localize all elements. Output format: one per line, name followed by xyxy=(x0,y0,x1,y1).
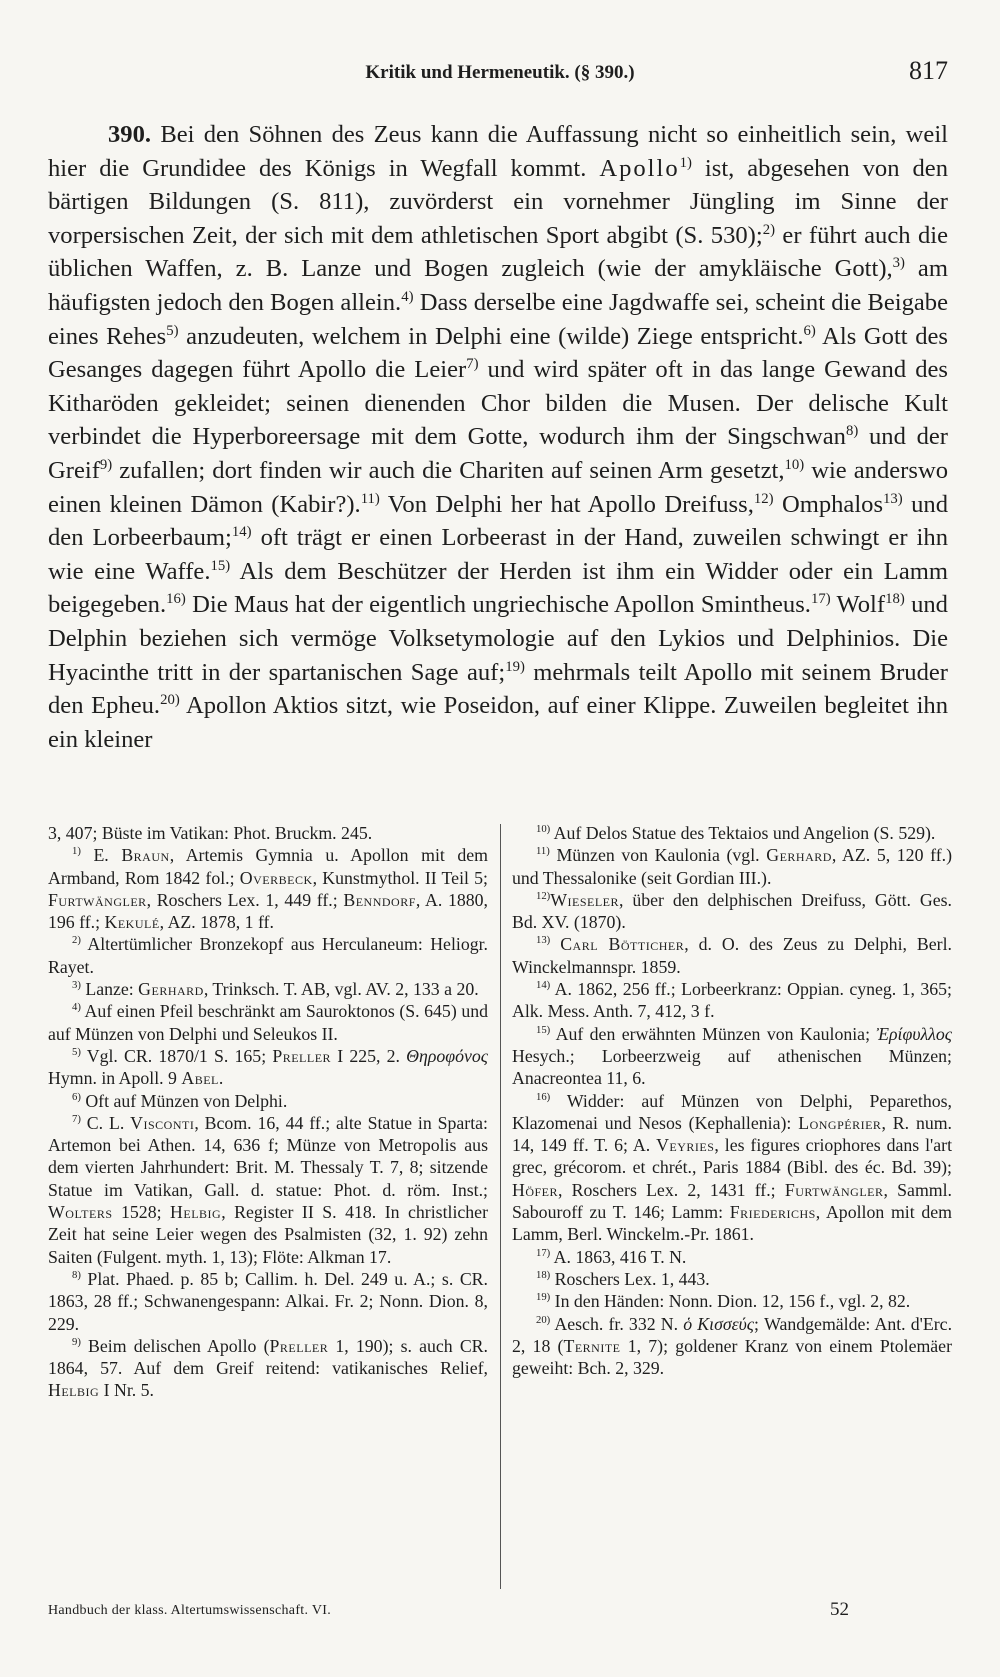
text-run: zufallen; dort finden wir auch die Chariten auf seinen Arm gesetzt, xyxy=(112,456,785,484)
text-run: Hesych.; Lorbeerzweig auf athenischen Münzen; Anacreontea 11, 6. xyxy=(512,1045,952,1089)
text-run: , AZ. 5, 120 ff.) und Thessalonike (seit Gordian III.). xyxy=(512,845,952,888)
footnote-4 xyxy=(48,1000,488,1045)
footnote-10 xyxy=(512,822,952,844)
greek-term: ὁ Κισσεύς xyxy=(683,1313,755,1334)
author-name: Preller xyxy=(272,1045,332,1066)
text-run: und wird später oft in das lange Gewand des Kitharöden gekleidet; seinen dienenden Chor bilden die Musen. Der delische Kult verbindet die Hyperboreersage mit dem Gotte, wodurch ihm der Singschwan xyxy=(48,356,948,451)
footnote-6 xyxy=(48,1090,488,1112)
footnote-12 xyxy=(512,889,952,934)
footnote-number: 1) xyxy=(72,845,81,858)
text-run: und Delphin beziehen sich vermöge Volksetymologie auf den Lykios und Delphinios. Die Hyacinthe tritt in der spartanischen Sage auf; xyxy=(48,591,948,686)
footnote-ref: 3) xyxy=(892,255,905,272)
footnote-9 xyxy=(48,1335,488,1402)
signature-mark: 52 xyxy=(830,1599,849,1620)
footnote-2 xyxy=(48,933,488,978)
author-name: Furtwängler xyxy=(48,889,147,910)
text-run: 1, 7); goldener Kranz von einem Ptolemäer geweiht: Bch. 2, 329. xyxy=(512,1335,952,1379)
series-title: Handbuch der klass. Altertumswissenschaft. VI. xyxy=(48,1603,331,1618)
text-run: , Samml. Sabouroff zu T. 146; Lamm: xyxy=(512,1179,952,1223)
greek-term: Θηροφόνος xyxy=(406,1045,488,1066)
footnote-ref: 12) xyxy=(753,490,774,507)
author-name: Helbig xyxy=(170,1202,222,1223)
footnote-17 xyxy=(512,1246,952,1268)
footnote-ref: 18) xyxy=(885,591,905,608)
main-text xyxy=(48,118,948,756)
author-name: Benndorf xyxy=(343,889,416,910)
text-run: , Trinksch. T. AB, vgl. AV. 2, 133 a 20. xyxy=(203,979,479,1000)
greek-term: Ἐρίφυλλος xyxy=(876,1023,952,1044)
footnote-number: 10) xyxy=(536,823,551,836)
footnote-number: 15) xyxy=(536,1023,551,1036)
text-run: Plat. Phaed. p. 85 b; Callim. h. Del. 249 u. A.; s. CR. 1863, 28 ff.; Schwanengespann: Alkai. Fr. 2; Nonn. Dion. 8, 229. xyxy=(48,1268,488,1334)
footnote-number: 9) xyxy=(72,1335,81,1348)
footnote-number: 11) xyxy=(536,845,550,858)
text-run: Apollon Aktios sitzt, wie Poseidon, auf einer Klippe. Zuweilen begleitet ihn ein kleiner xyxy=(48,692,949,753)
author-name: Overbeck xyxy=(239,867,313,888)
text-run: , les figures criophores dans l'art grec, grécorom. et chrét., Paris 1884 (Bibl. des éc. Bd. 39); xyxy=(512,1135,953,1178)
footnote-number: 19) xyxy=(536,1291,551,1304)
footnote-number: 13) xyxy=(536,934,551,947)
footnotes xyxy=(48,822,953,1597)
text-run: 1, 190); s. auch CR. 1864, 57. Auf dem Greif reitend: vatikanisches Relief, xyxy=(48,1335,488,1379)
page-header xyxy=(0,56,1000,94)
text-run: A. 1863, 416 T. N. xyxy=(550,1246,687,1267)
footnote-8 xyxy=(48,1268,488,1335)
footnote-ref: 14) xyxy=(231,523,252,540)
footnote-ref: 8) xyxy=(845,423,859,440)
text-run: I 225, 2. xyxy=(331,1045,407,1066)
text-run: , Artemis Gymnia u. Apollon mit dem Armband, Rom 1842 fol.; xyxy=(48,845,489,888)
footnote-ref: 1) xyxy=(679,154,692,171)
text-run: ; Wandgemälde: Ant. d'Erc. 2, 18 ( xyxy=(512,1313,953,1356)
footnote-column-right xyxy=(512,822,952,1379)
text-run: C. L. xyxy=(80,1112,131,1133)
text-run: , Kunstmythol. II Teil 5; xyxy=(312,867,488,888)
author-name: Visconti xyxy=(130,1112,195,1133)
text-run: , AZ. 1878, 1 ff. xyxy=(159,912,274,933)
footnote-20 xyxy=(512,1313,952,1380)
text-run: Widder: auf Münzen von Delphi, Peparethos, Klazomenai und Nesos (Kephallenia): xyxy=(512,1090,952,1133)
author-name: Wolters xyxy=(48,1202,113,1223)
author-name: Braun xyxy=(121,845,170,866)
author-name: Höfer xyxy=(512,1179,559,1200)
footnote-18 xyxy=(512,1268,952,1290)
footnote-5 xyxy=(48,1045,488,1090)
footnote-ref: 6) xyxy=(803,322,816,339)
footnote-19 xyxy=(512,1290,952,1312)
section-number: 390. xyxy=(108,121,152,148)
footnote-ref: 4) xyxy=(401,288,414,305)
footnote-ref: 7) xyxy=(466,355,479,372)
running-head: Kritik und Hermeneutik. (§ 390.) xyxy=(365,62,635,83)
text-run: Die Maus hat der eigentlich ungriechische Apollon Smintheus. xyxy=(185,591,811,619)
footnote-3 xyxy=(48,978,488,1000)
text-run: Roschers Lex. 1, 443. xyxy=(550,1268,710,1289)
text-run: In den Händen: Nonn. Dion. 12, 156 f., vgl. 2, 82. xyxy=(550,1291,911,1312)
footnote-number: 5) xyxy=(72,1046,81,1059)
text-run: , R. num. 14, 149 ff. T. 6; A. xyxy=(512,1112,952,1156)
text-run: , über den delphischen Dreifuss, Gött. Ges. Bd. XV. (1870). xyxy=(512,889,952,933)
text-run: 1528; xyxy=(112,1202,171,1223)
section-390-paragraph xyxy=(48,118,948,756)
text-run: wie anderswo einen kleinen Dämon (Kabir?). xyxy=(48,456,948,518)
text-run: , Register II S. 418. In christlicher Zeit hat seine Leier wegen des Psalmisten (32, 1. 92) zehn Saiten (Fulgent. myth. 1, 13); Flöte: Alkman 17. xyxy=(48,1202,488,1267)
text-run: Aesch. fr. 332 N. xyxy=(550,1313,684,1334)
text-run: , A. 1880, 196 ff.; xyxy=(48,889,488,933)
page-number: 817 xyxy=(909,56,948,85)
footnote-number: 4) xyxy=(72,1001,81,1014)
footnote-16 xyxy=(512,1090,952,1246)
footnote-15 xyxy=(512,1023,952,1090)
footnote-ref: 20) xyxy=(160,691,180,708)
text-run: anzudeuten, welchem in Delphi eine (wilde) Ziege entspricht. xyxy=(178,322,804,350)
text-run: , Bcom. 16, 44 ff.; alte Statue in Sparta: Artemon bei Athen. 14, 636 f; Münze von Metropolis aus dem vierten Jahrhundert: Brit. M. Thessaly T. 7, 8; sitzende Statue im Vatikan, Gall. d. statue: Phot. d. röm. Inst.; xyxy=(48,1112,488,1200)
text-run: Wolf xyxy=(830,591,886,619)
text-run: , Roschers Lex. 2, 1431 ff.; xyxy=(558,1179,785,1200)
author-name: Friederichs xyxy=(729,1202,816,1223)
text-run: Beim delischen Apollo ( xyxy=(80,1335,270,1356)
text-run: Omphalos xyxy=(773,490,884,518)
text-run: Lanze: xyxy=(80,979,139,1000)
footnote-13 xyxy=(512,933,952,978)
text-run: , Roschers Lex. 1, 449 ff.; xyxy=(146,889,344,910)
text-run: Altertümlicher Bronzekopf aus Herculaneum: Heliogr. Rayet. xyxy=(48,934,488,977)
footnote-ref: 11) xyxy=(360,490,380,507)
footnote-column-left xyxy=(48,822,488,1402)
footnote-14 xyxy=(512,978,952,1023)
text-run: , Apollon mit dem Lamm, Berl. Winckelm.-Pr. 1861. xyxy=(512,1202,952,1245)
text-run: Als dem Beschützer der Herden ist ihm ein Widder oder ein Lamm beigegeben. xyxy=(48,557,948,619)
text-run: Hymn. in Apoll. 9 xyxy=(48,1068,182,1089)
footnote-number: 18) xyxy=(536,1269,551,1282)
footnote-number: 7) xyxy=(72,1112,81,1125)
author-name: Veyries xyxy=(656,1135,715,1156)
apollo-name: Apollo xyxy=(599,154,680,182)
footnote-ref: 5) xyxy=(166,322,179,339)
text-run: Auf Delos Statue des Tektaios und Angelion (S. 529). xyxy=(550,823,936,843)
footnote-1 xyxy=(48,844,488,933)
column-divider xyxy=(500,824,501,1589)
text-run: Bei den Söhnen des Zeus kann die Auffassung nicht so einheitlich sein, weil hier die Grundidee des Königs in Wegfall kommt. xyxy=(48,121,948,182)
footnote-ref: 10) xyxy=(784,456,805,473)
text-run: ist, abgesehen von den bärtigen Bildungen (S. 811), zuvörderst ein vornehmer Jüngling im Sinne der vorpersischen Zeit, der sich mit dem athletischen Sport abgibt (S. 530); xyxy=(48,154,948,249)
footnote-ref: 13) xyxy=(883,490,903,507)
author-name: Kekulé xyxy=(104,912,160,933)
footnote-number: 17) xyxy=(536,1246,551,1259)
footnote-number: 12) xyxy=(536,889,551,902)
author-name: Helbig xyxy=(48,1380,100,1401)
author-name: Wieseler xyxy=(550,889,619,910)
author-name: Longpérier xyxy=(798,1112,882,1133)
footnote-ref: 19) xyxy=(505,658,525,675)
footnote-7 xyxy=(48,1112,488,1268)
text-run: Münzen von Kaulonia (vgl. xyxy=(549,845,767,866)
text-run: am häufigsten jedoch den Bogen allein. xyxy=(48,255,948,316)
footnote-ref: 9) xyxy=(99,456,113,473)
text-run: A. 1862, 256 ff.; Lorbeerkranz: Oppian. cyneg. 1, 365; Alk. Mess. Anth. 7, 412, 3 f. xyxy=(512,979,952,1022)
author-name: Preller xyxy=(269,1335,329,1356)
text-run: Auf den erwähnten Münzen von Kaulonia; xyxy=(550,1023,877,1044)
footnote-number: 16) xyxy=(536,1090,551,1103)
footnote-number: 6) xyxy=(72,1090,81,1103)
author-name: Ternite xyxy=(563,1335,621,1356)
footnote-number: 20) xyxy=(536,1313,551,1326)
footnote-number: 2) xyxy=(72,934,81,947)
text-run: Von Delphi her hat Apollo Dreifuss, xyxy=(379,490,754,518)
footnote-ref: 2) xyxy=(762,221,775,238)
author-name: Carl Bötticher xyxy=(560,934,685,955)
text-run: und der Greif xyxy=(48,423,948,484)
text-run: Dass derselbe eine Jagdwaffe sei, scheint die Beigabe eines Rehes xyxy=(48,288,949,350)
text-run: Auf einen Pfeil beschränkt am Sauroktonos (S. 645) und auf Münzen von Delphi und Seleukos II. xyxy=(48,1001,488,1044)
text-run: Vgl. CR. 1870/1 S. 165; xyxy=(80,1045,273,1066)
author-name: Furtwängler xyxy=(784,1179,884,1200)
author-name: Abel xyxy=(181,1068,219,1089)
footnote-ref: 15) xyxy=(210,557,231,574)
text-run: oft trägt er einen Lorbeerast in der Hand, zuweilen schwingt er ihn wie eine Waffe. xyxy=(48,524,948,585)
author-name: Gerhard xyxy=(766,845,832,866)
text-run: Als Gott des Gesanges dagegen führt Apollo die Leier xyxy=(48,322,949,384)
text-run: mehrmals teilt Apollo mit seinem Bruder den Epheu. xyxy=(48,658,948,720)
page-footer xyxy=(0,1599,1000,1633)
text-run: er führt auch die üblichen Waffen, z. B. Lanze und Bogen zugleich (wie der amykläische Gott), xyxy=(48,221,948,283)
footnote-number: 8) xyxy=(72,1269,81,1282)
footnote-number: 3) xyxy=(72,979,81,992)
text-run: , d. O. des Zeus zu Delphi, Berl. Winckelmannspr. 1859. xyxy=(512,934,952,977)
text-run: E. xyxy=(80,845,122,866)
text-run: Oft auf Münzen von Delphi. xyxy=(80,1090,288,1111)
author-name: Gerhard xyxy=(138,979,204,1000)
text-run: und den Lorbeerbaum; xyxy=(48,490,949,552)
footnote-number: 14) xyxy=(536,979,551,992)
footnote-11 xyxy=(512,844,952,889)
footnote-continuation: 3, 407; Büste im Vatikan: Phot. Bruckm. 245. xyxy=(48,823,373,843)
text-run: . xyxy=(218,1068,224,1089)
text-run: I Nr. 5. xyxy=(99,1380,154,1401)
footnote-ref: 17) xyxy=(810,591,831,608)
footnote-ref: 16) xyxy=(166,591,186,608)
